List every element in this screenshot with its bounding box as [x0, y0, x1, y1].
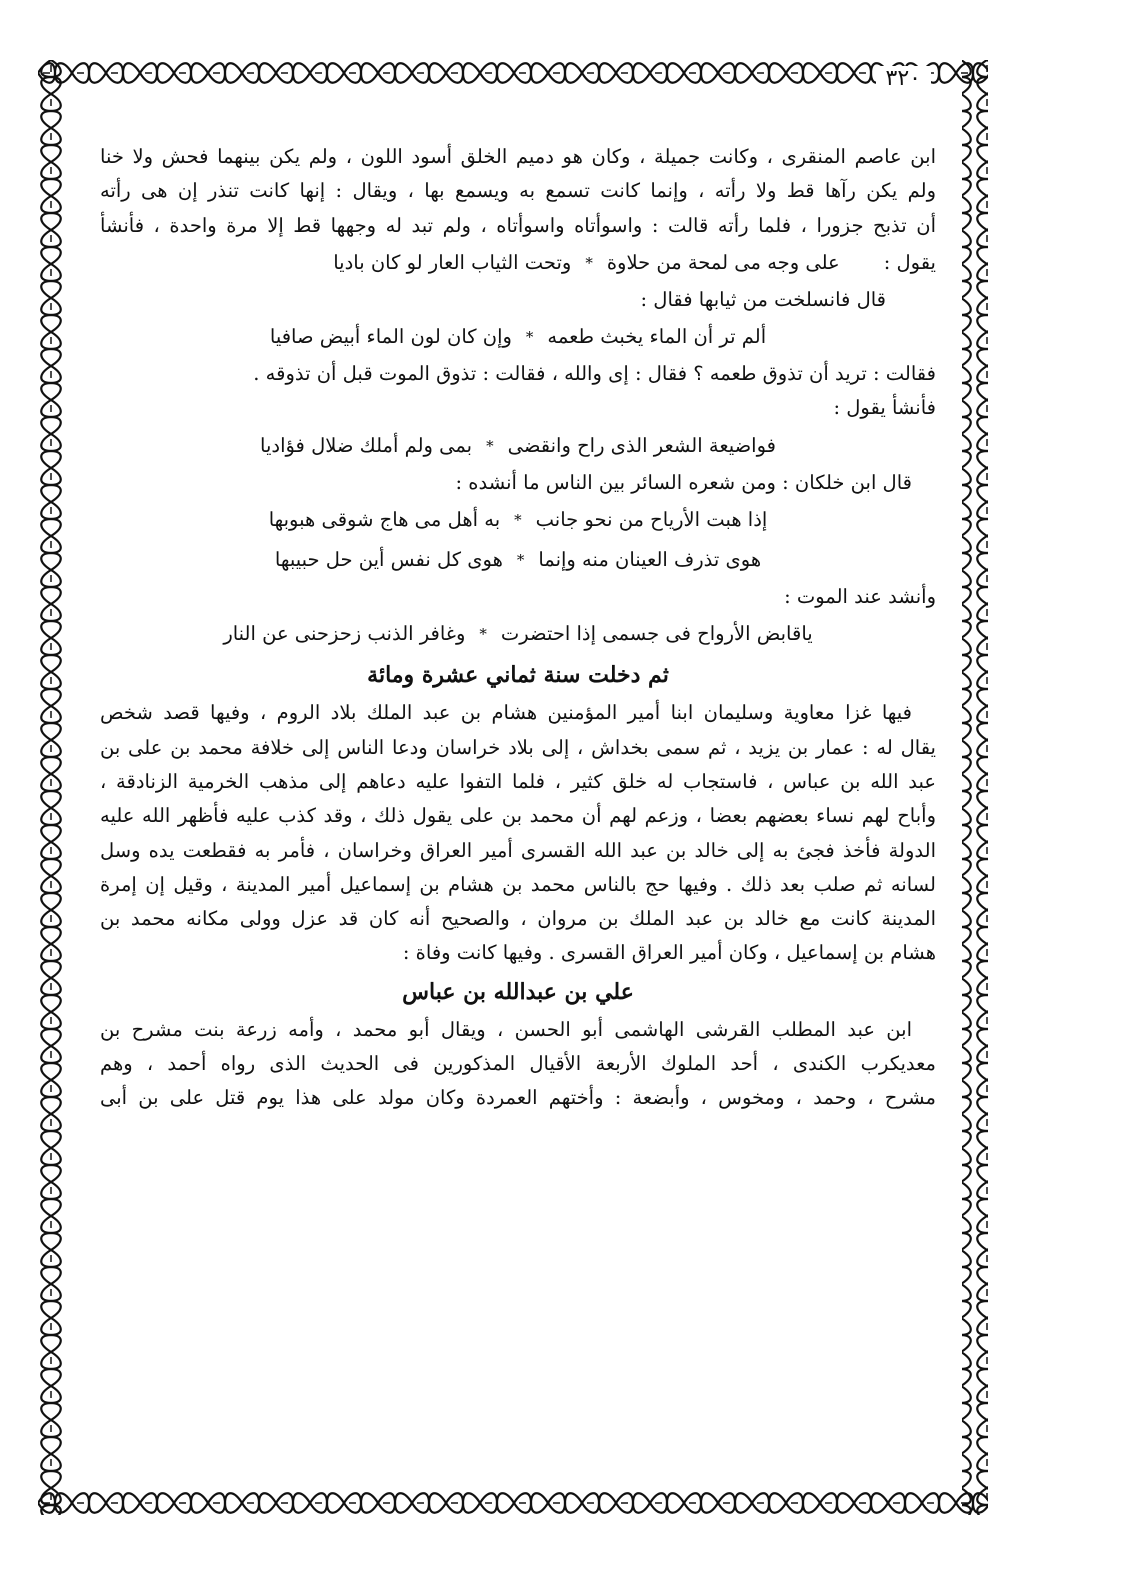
verse-hemistich: هوى تذرف العينان منه وإنما: [538, 547, 762, 571]
verse-intro: يقول :: [883, 250, 936, 274]
verse-separator: *: [514, 510, 522, 529]
verse-hemistich: به أهل مى هاج شوقى هبوبها: [268, 507, 501, 531]
text-line: يقال له : عمار بن يزيد ، ثم سمى بخداش ، إلى بلاد خراسان ودعا الناس إلى خلافة محمد بن على بن: [100, 735, 936, 759]
text-line: مشرح ، وحمد ، ومخوس ، وأبضعة : وأختهم العمردة وكان مولد على هذا يوم قتل على بن أبى: [100, 1086, 936, 1110]
text-line: ولم يكن رآها قط ولا رأته ، وإنما كانت تسمع به ويسمع بها ، ويقال : إنها كانت تنذر إن هى رأته: [100, 179, 936, 203]
verse-separator: *: [525, 328, 534, 347]
page-number: ٣٢٠: [876, 66, 931, 91]
text-line: وأنشد عند الموت :: [784, 585, 936, 609]
section-heading: علي بن عبدالله بن عباس: [402, 978, 634, 1005]
page-body: [100, 140, 936, 1116]
verse-line: [100, 243, 936, 283]
text-line: أن تذبح جزورا ، فلما رأته قالت : واسوأتاه واسوأتاه ، ولم تبد له وجهها قط إلا مرة واحدة ، فأنشأ: [100, 213, 936, 237]
text-line: هشام بن إسماعيل ، وكان أمير العراق القسرى . وفيها كانت وفاة :: [402, 941, 936, 965]
text-line: المدينة كانت مع خالد بن عبد الملك بن مروان ، والصحيح أنه كان قد عزل وولى مكانه محمد بن: [100, 907, 936, 931]
text-line: عبد الله بن عباس ، فاستجاب له خلق كثير ، فلما التفوا عليه دعاهم إلى مذهب الخرمية الزنادقة ،: [100, 769, 936, 793]
verse-line: [100, 317, 936, 357]
text-line: معديكرب الكندى ، أحد الملوك الأربعة الأقيال المذكورين فى الحديث الذى رواه أحمد ، وهم: [100, 1052, 936, 1076]
text-line: فأنشأ يقول :: [833, 396, 936, 420]
verse-separator: *: [486, 436, 494, 455]
verse-separator: *: [479, 625, 487, 644]
text-line: الدولة فأخذ فجئ به إلى خالد بن عبد الله القسرى أمير العراق وخراسان ، فأمر به فقطعت يده وسل: [100, 838, 936, 862]
verse-separator: *: [585, 253, 593, 272]
verse-hemistich: هوى كل نفس أين حل حبيبها: [274, 547, 503, 571]
verse-hemistich: ألم تر أن الماء يخبث طعمه: [547, 325, 767, 349]
text-line: لسانه ثم صلب بعد ذلك . وفيها حج بالناس محمد بن هشام بن إسماعيل أمير المدينة ، وقيل إن إمرة: [100, 872, 936, 896]
verse-hemistich: فواضيعة الشعر الذى راح وانقضى: [507, 433, 776, 457]
text-line: فيها غزا معاوية وسليمان ابنا أمير المؤمنين هشام بن عبد الملك بلاد الروم ، وفيها قصد شخص: [100, 701, 912, 725]
verse-line: [100, 540, 936, 580]
text-line: ابن عاصم المنقرى ، وكانت جميلة ، وكان هو دميم الخلق أسود اللون ، ولم يكن بينهما فحش ولا خنا: [100, 145, 936, 168]
verse-hemistich: على وجه مى لمحة من حلاوة: [606, 250, 840, 274]
text-line: قال ابن خلكان : ومن شعره السائر بين الناس ما أنشده :: [455, 470, 912, 494]
verse-hemistich: بمى ولم أملك ضلال فؤاديا: [260, 433, 473, 457]
verse-hemistich: وتحت الثياب العار لو كان باديا: [333, 250, 572, 274]
verse-hemistich: ياقابض الأرواح فى جسمى إذا احتضرت: [500, 622, 813, 646]
section-heading: ثم دخلت سنة ثماني عشرة ومائة: [367, 662, 669, 689]
verse-hemistich: وغافر الذنب زحزحنى عن النار: [223, 622, 466, 646]
verse-line: [100, 614, 936, 654]
verse-line: [100, 426, 936, 466]
verse-hemistich: وإن كان لون الماء أبيض صافيا: [269, 325, 512, 349]
text-line: فقالت : تريد أن تذوق طعمه ؟ فقال : إى والله ، فقالت : تذوق الموت قبل أن تذوقه .: [253, 362, 936, 386]
verse-line: [100, 500, 936, 540]
text-line: ابن عبد المطلب القرشى الهاشمى أبو الحسن ، ويقال أبو محمد ، وأمه زرعة بنت مشرح بن: [100, 1017, 912, 1041]
text-line: وأباح لهم نساء بعضهم بعضا ، وزعم لهم أن محمد بن على يقول ذلك ، وقد كذب عليه فأظهر الله عليه: [100, 804, 936, 828]
text-line: قال فانسلخت من ثيابها فقال :: [640, 287, 886, 311]
verse-separator: *: [516, 550, 525, 569]
verse-hemistich: إذا هبت الأرياح من نحو جانب: [535, 507, 768, 531]
